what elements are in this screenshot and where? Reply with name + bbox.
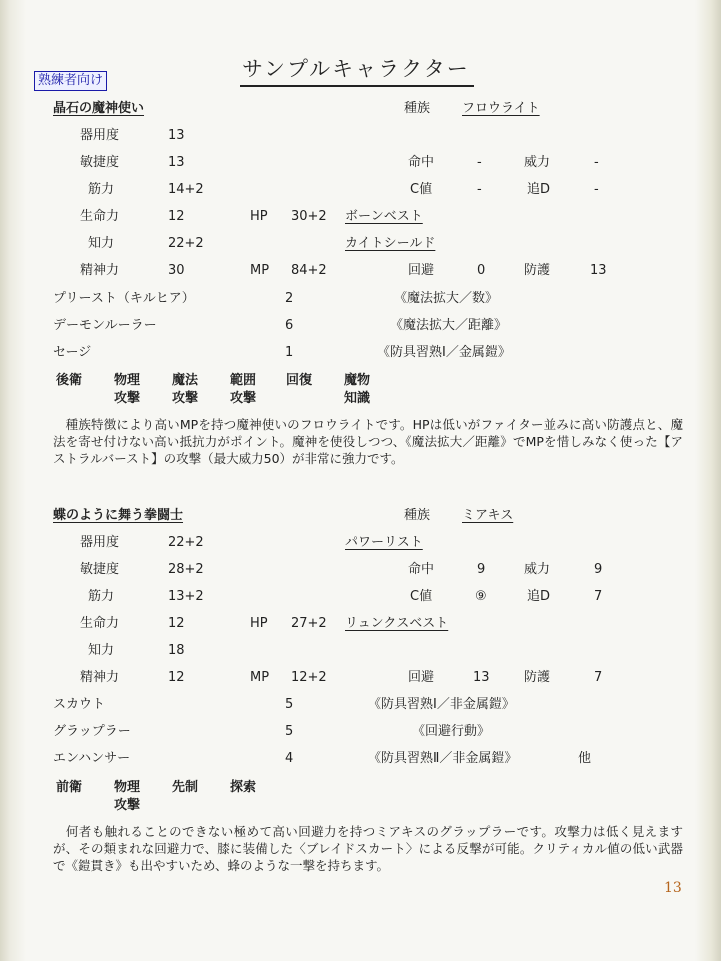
char2-name: 蝶のように舞う拳闘士 — [53, 508, 184, 523]
char1-role: 物理 — [114, 373, 141, 388]
char2-defense-label: 防護 — [524, 670, 551, 685]
char1-role: 後衛 — [56, 373, 83, 388]
char2-stat-label: 知力 — [88, 643, 115, 658]
page-title: サンプルキャラクター — [240, 56, 474, 87]
char2-stat-label: 敏捷度 — [80, 562, 120, 577]
char1-hit-label: 命中 — [408, 155, 435, 170]
char2-description: 何者も触れることのできない極めて高い回避力を持つミアキスのグラップラーです。攻撃力は低く見えますが、その類まれな回避力で、膝に装備した〈ブレイドスカート〉による反撃が可能。クリティカル値の低い武器で《鎧貫き》も出やすいため、蜂のような一撃を持ちます。 — [53, 824, 683, 873]
char2-mp: 12+2 — [291, 670, 327, 685]
char1-equip-armor: ボーンベスト — [345, 209, 423, 224]
char1-crit-label: C値 — [410, 182, 433, 197]
char1-class-name: デーモンルーラー — [53, 318, 157, 333]
char1-equip-shield: カイトシールド — [345, 236, 436, 251]
char2-evasion: 13 — [473, 670, 490, 685]
char1-role: 回復 — [286, 373, 313, 388]
char2-stat-value: 13+2 — [168, 589, 204, 604]
char2-race-label: 種族 — [404, 508, 431, 523]
char1-stat-value: 30 — [168, 263, 185, 278]
char2-crit: ⑨ — [475, 589, 487, 604]
char1-stat-label: 知力 — [88, 236, 115, 251]
char2-power-label: 威力 — [524, 562, 551, 577]
char1-dmg-label: 追D — [527, 182, 551, 197]
char1-defense: 13 — [590, 263, 607, 278]
char1-evasion: 0 — [477, 263, 486, 278]
char1-role: 攻撃 — [172, 391, 199, 406]
char2-role: 先制 — [172, 780, 199, 795]
char1-power-label: 威力 — [524, 155, 551, 170]
difficulty-badge: 熟練者向け — [34, 71, 107, 91]
char1-power: - — [594, 155, 599, 170]
char1-dmg: - — [594, 182, 599, 197]
char1-class-level: 1 — [285, 345, 294, 360]
char2-equip-armor: リュンクスベスト — [345, 616, 449, 631]
char1-race-label: 種族 — [404, 101, 431, 116]
char1-role: 攻撃 — [230, 391, 257, 406]
char2-stat-value: 12 — [168, 670, 185, 685]
char1-class-feat: 《防具習熟Ⅰ／金属鎧》 — [377, 345, 511, 360]
char1-name: 晶石の魔神使い — [53, 101, 145, 116]
char1-race: フロウライト — [462, 101, 540, 116]
char1-evasion-label: 回避 — [408, 263, 435, 278]
char2-class-name: グラップラー — [53, 724, 131, 739]
char2-stat-label: 生命力 — [80, 616, 120, 631]
char2-class-level: 5 — [285, 724, 294, 739]
char2-stat-value: 22+2 — [168, 535, 204, 550]
char1-class-level: 6 — [285, 318, 294, 333]
char2-equip-wrist: パワーリスト — [345, 535, 423, 550]
char1-stat-label: 精神力 — [80, 263, 120, 278]
char2-role: 物理 — [114, 780, 141, 795]
char1-stat-value: 22+2 — [168, 236, 204, 251]
char2-class-feat: 《防具習熟Ⅰ／非金属鎧》 — [368, 697, 515, 712]
char1-stat-label: 生命力 — [80, 209, 120, 224]
char1-stat-label: 器用度 — [80, 128, 120, 143]
char2-stat-label: 精神力 — [80, 670, 120, 685]
char2-class-name: スカウト — [53, 697, 106, 712]
char1-role: 知識 — [344, 391, 371, 406]
char2-etc: 他 — [578, 751, 592, 766]
char1-hit: - — [477, 155, 482, 170]
char2-stat-value: 18 — [168, 643, 185, 658]
char2-hp-label: HP — [250, 616, 268, 631]
char1-role: 魔法 — [172, 373, 199, 388]
char1-stat-label: 筋力 — [88, 182, 115, 197]
char1-class-name: プリースト（キルヒア） — [53, 291, 195, 306]
char2-hit: 9 — [477, 562, 486, 577]
char2-class-level: 4 — [285, 751, 294, 766]
char1-hp: 30+2 — [291, 209, 327, 224]
char2-power: 9 — [594, 562, 603, 577]
char2-stat-label: 筋力 — [88, 589, 115, 604]
char2-class-feat: 《回避行動》 — [412, 724, 491, 739]
char1-stat-label: 敏捷度 — [80, 155, 120, 170]
char2-class-name: エンハンサー — [53, 751, 131, 766]
char2-role: 前衛 — [56, 780, 83, 795]
char2-race: ミアキス — [462, 508, 514, 523]
char1-role: 魔物 — [344, 373, 371, 388]
char1-hp-label: HP — [250, 209, 268, 224]
char2-role: 攻撃 — [114, 798, 141, 813]
char1-stat-value: 13 — [168, 128, 185, 143]
char2-role: 探索 — [230, 780, 257, 795]
char2-evasion-label: 回避 — [408, 670, 435, 685]
char2-crit-label: C値 — [410, 589, 433, 604]
char2-hit-label: 命中 — [408, 562, 435, 577]
page-number: 13 — [664, 880, 682, 896]
char1-stat-value: 14+2 — [168, 182, 204, 197]
char1-class-level: 2 — [285, 291, 294, 306]
char2-hp: 27+2 — [291, 616, 327, 631]
char2-class-feat: 《防具習熟Ⅱ／非金属鎧》 — [368, 751, 518, 766]
char2-defense: 7 — [594, 670, 603, 685]
char1-class-feat: 《魔法拡大／距離》 — [390, 318, 508, 333]
char2-dmg-label: 追D — [527, 589, 551, 604]
char2-dmg: 7 — [594, 589, 603, 604]
char1-stat-value: 13 — [168, 155, 185, 170]
char1-class-feat: 《魔法拡大／数》 — [394, 291, 499, 306]
char1-mp: 84+2 — [291, 263, 327, 278]
char1-crit: - — [477, 182, 482, 197]
char1-mp-label: MP — [250, 263, 270, 278]
char1-description: 種族特徴により高いMPを持つ魔神使いのフロウライトです。HPは低いがファイター並みに高い防護点と、魔法を寄せ付けない高い抵抗力がポイント。魔神を使役しつつ、《魔法拡大／距離》でMPを惜しみなく使った【アストラルバースト】の攻撃（最大威力50）が非常に強力です。 — [53, 417, 683, 466]
char2-stat-value: 12 — [168, 616, 185, 631]
char1-defense-label: 防護 — [524, 263, 551, 278]
char2-class-level: 5 — [285, 697, 294, 712]
char1-class-name: セージ — [53, 345, 92, 360]
char2-stat-label: 器用度 — [80, 535, 120, 550]
char1-role: 攻撃 — [114, 391, 141, 406]
char2-mp-label: MP — [250, 670, 270, 685]
char1-stat-value: 12 — [168, 209, 185, 224]
char1-role: 範囲 — [230, 373, 257, 388]
char2-stat-value: 28+2 — [168, 562, 204, 577]
